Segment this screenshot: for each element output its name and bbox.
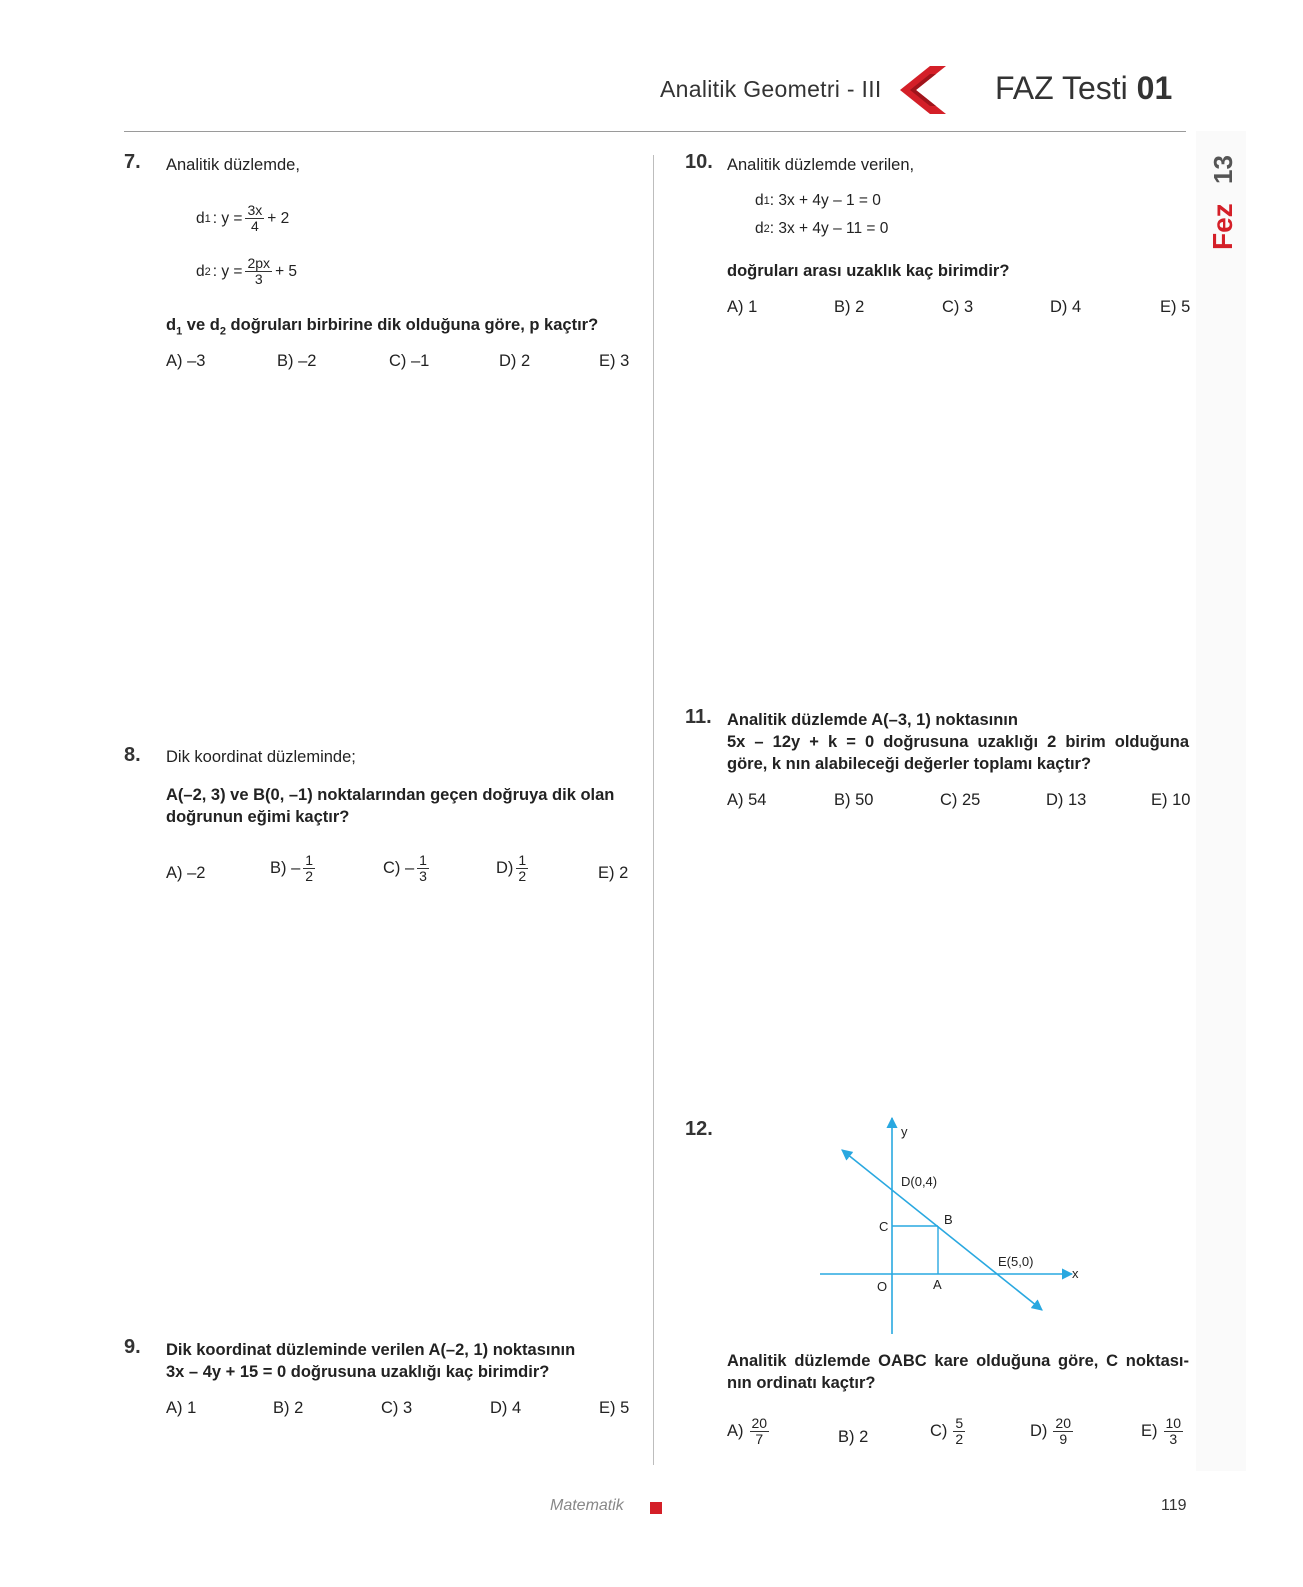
question-12-line2: nın ordinatı kaçtır? bbox=[727, 1374, 876, 1392]
side-label-number: 13 bbox=[1208, 155, 1238, 184]
q11-option-e[interactable]: E) 10 bbox=[1151, 791, 1191, 809]
header-divider bbox=[124, 131, 1186, 132]
q7-d1-fraction: $\frac{3x}{4}$ bbox=[247, 202, 263, 234]
question-8-line2: doğrunun eğimi kaçtır? bbox=[166, 808, 350, 826]
question-7-number: 7. bbox=[124, 151, 141, 173]
q12-label-e: E(5,0) bbox=[998, 1254, 1034, 1269]
q10-option-d[interactable]: D) 4 bbox=[1050, 298, 1082, 316]
question-9-line2: 3x – 4y + 15 = 0 doğrusuna uzaklığı kaç birimdir? bbox=[166, 1363, 550, 1381]
question-8-intro: Dik koordinat düzleminde; bbox=[166, 748, 356, 766]
question-10-intro: Analitik düzlemde verilen, bbox=[727, 156, 915, 174]
q12-label-a: A bbox=[933, 1277, 942, 1292]
q12-option-c[interactable]: C) $\frac{5}{2}$ bbox=[930, 1415, 964, 1447]
q9-option-e[interactable]: E) 5 bbox=[599, 1399, 630, 1417]
q9-option-a[interactable]: A) 1 bbox=[166, 1399, 197, 1417]
question-7-intro: Analitik düzlemde, bbox=[166, 156, 300, 174]
question-11-line2: 5x – 12y + k = 0 doğrusuna uzaklığı 2 birim olduğuna bbox=[727, 733, 1189, 751]
q9-option-b[interactable]: B) 2 bbox=[273, 1399, 304, 1417]
q10-option-e[interactable]: E) 5 bbox=[1160, 298, 1191, 316]
q10-option-c[interactable]: C) 3 bbox=[942, 298, 974, 316]
page-number: 119 bbox=[1161, 1497, 1187, 1514]
q7-option-c[interactable]: C) –1 bbox=[389, 352, 430, 370]
q7-option-b[interactable]: B) –2 bbox=[277, 352, 317, 370]
q8-option-d[interactable]: D) $\frac{1}{2}$ bbox=[496, 852, 527, 884]
q10-option-b[interactable]: B) 2 bbox=[834, 298, 865, 316]
question-12-number: 12. bbox=[685, 1118, 713, 1140]
q12-label-y: y bbox=[901, 1124, 908, 1139]
q8-option-c[interactable]: C) – $\frac{1}{3}$ bbox=[383, 852, 427, 884]
q12-option-d[interactable]: D) $\frac{20}{9}$ bbox=[1030, 1415, 1071, 1447]
q11-option-b[interactable]: B) 50 bbox=[834, 791, 874, 809]
side-label-letters: Fez bbox=[1207, 203, 1238, 250]
q11-option-c[interactable]: C) 25 bbox=[940, 791, 981, 809]
question-11-line3: göre, k nın alabileceği değerler toplamı kaçtır? bbox=[727, 755, 1092, 773]
q7-d2-fraction: $\frac{2px}{3}$ bbox=[247, 255, 271, 287]
test-prefix: FAZ Testi bbox=[995, 70, 1128, 106]
q12-figure bbox=[820, 1110, 1100, 1340]
q7-option-d[interactable]: D) 2 bbox=[499, 352, 531, 370]
q12-option-e[interactable]: E) $\frac{10}{3}$ bbox=[1141, 1415, 1182, 1447]
question-10-text: doğruları arası uzaklık kaç birimdir? bbox=[727, 262, 1010, 280]
q10-option-a[interactable]: A) 1 bbox=[727, 298, 758, 316]
test-title bbox=[995, 70, 1172, 107]
q8-option-e[interactable]: E) 2 bbox=[598, 864, 629, 882]
q7-equation-d1: d 1 : y = $\frac{3x}{4}$ + 2 bbox=[196, 202, 290, 234]
chevron-logo-icon bbox=[900, 66, 946, 114]
question-11-number: 11. bbox=[685, 706, 712, 728]
q11-option-d[interactable]: D) 13 bbox=[1046, 791, 1087, 809]
q12-label-b: B bbox=[944, 1212, 953, 1227]
footer-square-icon bbox=[650, 1502, 662, 1514]
q10-equation-d1: d 1 : 3x + 4y – 1 = 0 bbox=[755, 192, 881, 209]
q9-option-d[interactable]: D) 4 bbox=[490, 1399, 522, 1417]
question-9-line1: Dik koordinat düzleminde verilen A(–2, 1) noktasının bbox=[166, 1341, 576, 1359]
q9-option-c[interactable]: C) 3 bbox=[381, 1399, 413, 1417]
q12-label-d: D(0,4) bbox=[901, 1174, 938, 1189]
test-number: 01 bbox=[1136, 70, 1173, 106]
question-8-number: 8. bbox=[124, 744, 141, 766]
question-12-line1: Analitik düzlemde OABC kare olduğuna göre, C noktası- bbox=[727, 1352, 1189, 1370]
header-topic: Analitik Geometri - III bbox=[660, 76, 882, 102]
side-label bbox=[1203, 150, 1243, 260]
q12-line-de bbox=[842, 1150, 1042, 1310]
q7-equation-d2: d 2 : y = $\frac{2px}{3}$ + 5 bbox=[196, 255, 298, 287]
question-10-number: 10. bbox=[685, 151, 713, 173]
q10-equation-d2: d 2 : 3x + 4y – 11 = 0 bbox=[755, 220, 889, 237]
question-8-line1: A(–2, 3) ve B(0, –1) noktalarından geçen doğruya dik olan bbox=[166, 786, 615, 804]
q12-option-a[interactable]: A) $\frac{20}{7}$ bbox=[727, 1415, 768, 1447]
question-7-text: $d_1$ ve $d_2$ doğruları birbirine dik olduğuna göre, p kaçtır? bbox=[166, 316, 599, 338]
side-strip bbox=[1196, 131, 1246, 1471]
q11-option-a[interactable]: A) 54 bbox=[727, 791, 767, 809]
column-divider bbox=[653, 155, 654, 1465]
q7-option-a[interactable]: A) –3 bbox=[166, 352, 206, 370]
q8-option-a[interactable]: A) –2 bbox=[166, 864, 206, 882]
q8-option-b[interactable]: B) – $\frac{1}{2}$ bbox=[270, 852, 314, 884]
question-9-number: 9. bbox=[124, 1336, 141, 1358]
q12-option-b[interactable]: B) 2 bbox=[838, 1428, 869, 1446]
q12-label-x: x bbox=[1072, 1266, 1079, 1281]
footer-subject: Matematik bbox=[550, 1497, 624, 1514]
q12-label-o: O bbox=[877, 1279, 888, 1294]
q12-label-c: C bbox=[879, 1219, 889, 1234]
question-11-line1: Analitik düzlemde A(–3, 1) noktasının bbox=[727, 711, 1018, 729]
q7-option-e[interactable]: E) 3 bbox=[599, 352, 630, 370]
